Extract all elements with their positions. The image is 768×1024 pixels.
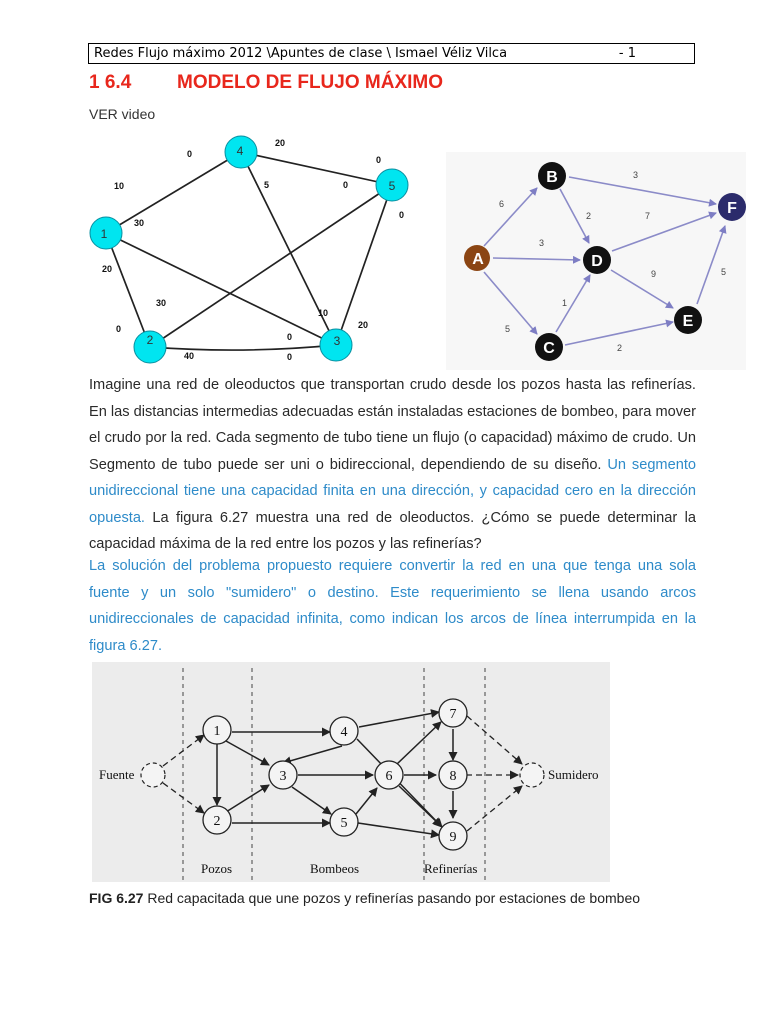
edge-label: 0 xyxy=(399,210,405,220)
node-label: 2 xyxy=(213,814,221,829)
node-label: 1 xyxy=(100,227,108,241)
edge-label: 3 xyxy=(539,238,545,248)
node-label: E xyxy=(682,313,694,330)
paragraph-1-part-2: Un segmento unidireccional tiene una capacidad finita en una dirección, y capacidad cero en la dirección opuesta. xyxy=(89,456,696,526)
edge-label: 30 xyxy=(134,218,145,228)
edge-label: 30 xyxy=(156,298,167,308)
network-graph-1 xyxy=(80,125,420,375)
edge-label: 5 xyxy=(505,324,511,334)
edge-label: 0 xyxy=(187,149,193,159)
edge-2-3 xyxy=(150,345,336,350)
edge-1-4 xyxy=(106,152,241,233)
edge-label: 0 xyxy=(343,180,349,190)
edge-label: 40 xyxy=(184,351,195,361)
edge-label: 10 xyxy=(114,181,125,191)
section-number: 1 6.4 xyxy=(89,72,132,93)
figure-6-27 xyxy=(92,662,612,884)
edge-label: 1 xyxy=(562,298,568,308)
graph1-edge-labels xyxy=(102,138,404,362)
node-label: C xyxy=(543,340,555,357)
header-text: Redes Flujo máximo 2012 \Apuntes de clase \ Ismael Véliz Vilca xyxy=(94,46,508,61)
node-label: B xyxy=(546,169,558,186)
caption-text: Red capacitada que une pozos y refinerías pasando por estaciones de bombeo xyxy=(147,890,641,906)
edge-1-3 xyxy=(106,233,336,345)
edge-label: 0 xyxy=(287,332,293,342)
node-label: 3 xyxy=(333,334,341,348)
graph1-node-labels xyxy=(101,144,396,348)
edge-label: 7 xyxy=(645,211,651,221)
edge-label: 2 xyxy=(586,211,592,221)
paragraph-2-text: La solución del problema propuesto requiere convertir la red en una que tenga una sola fuente y un solo "sumidero" o destino. Este requerimiento se llena usando arcos unidireccionales de capacidad infinita, como indican los arcos de línea interrumpida en la figura 6.27. xyxy=(89,558,696,654)
group-label-refinerias: Refinerías xyxy=(424,861,478,876)
figure-caption xyxy=(89,890,640,906)
node-label: 4 xyxy=(340,725,348,740)
section-title xyxy=(89,72,443,94)
node-label: 4 xyxy=(236,144,244,158)
node-label: F xyxy=(727,200,737,217)
edge-label: 20 xyxy=(358,320,369,330)
node-label: 5 xyxy=(388,179,396,193)
node-label: D xyxy=(591,253,603,270)
edge-label: 3 xyxy=(633,170,639,180)
group-label-pozos: Pozos xyxy=(201,861,233,876)
caption-label: FIG 6.27 xyxy=(89,890,144,906)
edge-label: 0 xyxy=(116,324,122,334)
edge-1-2 xyxy=(106,233,150,347)
network-graph-2 xyxy=(446,152,746,370)
edge-label: 20 xyxy=(102,264,113,274)
paragraph-1-part-3: La figura 6.27 muestra una red de oleoductos. ¿Cómo se puede determinar la capacidad máxima de la red entre los pozos y las refinerías? xyxy=(89,509,696,552)
paragraph-1-part-1: Imagine una red de oleoductos que transportan crudo desde los pozos hasta las refinerías. En las distancias intermedias adecuadas están instaladas estaciones de bombeo, para mover el crudo por la red. Cada segmento de tubo tiene un flujo (o capacidad) máximo de crudo. Un Segmento de tubo puede ser uni o bidireccional, dependiendo de su diseño. xyxy=(89,377,696,473)
edge-label: 20 xyxy=(275,138,286,148)
node-label: 3 xyxy=(279,769,287,784)
edge-label: 5 xyxy=(721,267,727,277)
page-header xyxy=(88,43,695,64)
edge-label: 0 xyxy=(376,155,382,165)
source-label: Fuente xyxy=(99,767,135,782)
page-number: - 1 xyxy=(618,46,636,61)
sink-node xyxy=(520,763,544,787)
node-label: A xyxy=(472,251,484,268)
node-label: 7 xyxy=(449,707,457,722)
section-title-text: MODELO DE FLUJO MÁXIMO xyxy=(177,72,443,93)
edge-label: 9 xyxy=(651,269,657,279)
group-label-bombeos: Bombeos xyxy=(310,861,360,876)
node-label: 9 xyxy=(449,830,457,845)
edge-label: 2 xyxy=(617,343,623,353)
node-label: 8 xyxy=(449,769,457,784)
node-label: 6 xyxy=(385,769,393,784)
edge-label: 0 xyxy=(287,352,293,362)
edge-2-5 xyxy=(150,185,392,347)
paragraph-2 xyxy=(89,553,696,659)
node-label: 5 xyxy=(340,816,348,831)
edge-label: 10 xyxy=(318,308,329,318)
edge-label: 5 xyxy=(264,180,270,190)
source-node xyxy=(141,763,165,787)
graph1-edges xyxy=(106,152,392,350)
sink-label: Sumidero xyxy=(548,767,599,782)
paragraph-1 xyxy=(89,372,696,558)
edge-label: 6 xyxy=(499,199,505,209)
node-label: 2 xyxy=(146,333,154,347)
ver-video-text: VER video xyxy=(89,106,156,122)
node-label: 1 xyxy=(213,724,221,739)
